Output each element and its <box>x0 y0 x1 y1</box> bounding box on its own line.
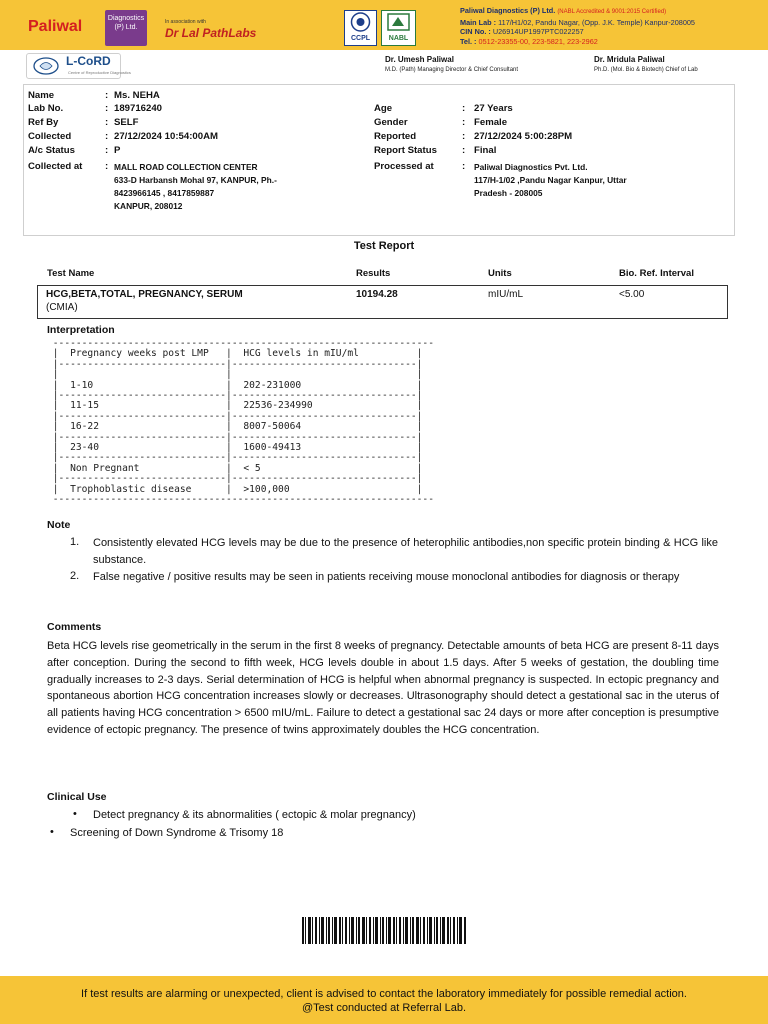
lab-info-block <box>460 6 760 46</box>
colon: : <box>462 145 466 156</box>
test-result: 10194.28 <box>356 289 398 300</box>
colon: : <box>462 131 466 142</box>
doctor-1 <box>385 55 518 75</box>
certificate-seal-icon <box>345 11 376 33</box>
ac-status: P <box>114 145 121 156</box>
nabl-certificate-badge <box>381 10 416 46</box>
partner-logo: Dr Lal PathLabs <box>165 26 257 40</box>
collected-at-label: Collected at <box>28 161 83 172</box>
clinical-use-item: Screening of Down Syndrome & Trisomy 18 <box>70 827 284 839</box>
age-label: Age <box>374 103 393 114</box>
note-number: 2. <box>70 570 80 582</box>
doctor-2-name: Dr. Mridula Paliwal <box>594 55 665 64</box>
tel-number: 0512-23355-00, 223-5821, 223-2962 <box>478 36 598 46</box>
collection-address-line: 633-D Harbansh Mohal 97, KANPUR, Ph.- <box>114 175 277 185</box>
test-units: mIU/mL <box>488 289 523 300</box>
tel-label: Tel. : <box>460 36 477 46</box>
note-number: 1. <box>70 536 80 548</box>
processed-at-label: Processed at <box>374 161 434 172</box>
reported-label: Reported <box>374 131 417 142</box>
footer-disclaimer: If test results are alarming or unexpected, client is advised to contact the laboratory immediately for possible remedial action. <box>81 988 687 1000</box>
colon: : <box>462 161 466 172</box>
cin-number: U26914UP1997PTC022257 <box>492 27 584 36</box>
clinical-use-item: Detect pregnancy & its abnormalities ( ectopic & molar pregnancy) <box>93 809 416 821</box>
col-header-results: Results <box>356 268 391 279</box>
collection-address <box>114 161 277 213</box>
colon: : <box>105 103 109 114</box>
collection-address-line: MALL ROAD COLLECTION CENTER <box>114 162 258 172</box>
comments-text: Beta HCG levels rise geometrically in the serum in the first 8 weeks of pregnancy. Detectable amounts of beta HCG are present 8-11 days after conception. During the second to fifth week, HCG levels double in about 1.5 days. After 5 weeks of gestation, the doubling time gradually increases to 2-3 days. Serial determination of HCG is helpful when abnormal pregnancy is suspected. In ectopic pregnancy and spontaneous abortion HCG concentration increases slowly or decreases. Ultrasonography should detect a gestational sac in the uterus of all patients having HCG concentration > 6500 mIU/mL. Failure to detect a gestational sac 24 days or more after conception is presumptive evidence of ectopic pregnancy. The presence of twins approximately doubles the HCG concentration. <box>47 640 719 736</box>
refby-label: Ref By <box>28 117 59 128</box>
main-lab-address: 117/H1/02, Pandu Nagar, (Opp. J.K. Temple) Kanpur-208005 <box>498 17 695 27</box>
col-header-ref-interval: Bio. Ref. Interval <box>619 268 694 279</box>
brand-logo: Paliwal <box>28 18 83 35</box>
interpretation-table: ------------------------------------------------------------------ | Pregnancy weeks post LMP | HCG levels in mIU/ml | |-----------------------------|--------------------------------| | | | | 1-10 | 202-231000 | |-----------------------------|--------------------------------| | 11-15 | 22536-234990 | |-----------------------------|--------------------------------| | 16-22 | 8007-50064 | |-----------------------------|--------------------------------| | 23-40 | 1600-49413 | |-----------------------------|--------------------------------| | Non Pregnant | < 5 | |-----------------------------|--------------------------------| | Trophoblastic disease | >100,000 | ------------------------------------------------------------------ <box>52 338 434 506</box>
colon: : <box>462 103 466 114</box>
collected-time: 27/12/2024 10:54:00AM <box>114 131 219 142</box>
doctor-1-name: Dr. Umesh Paliwal <box>385 55 454 64</box>
col-header-test-name: Test Name <box>47 268 95 279</box>
bullet-icon: • <box>73 808 77 820</box>
reported-time: 27/12/2024 5:00:28PM <box>474 131 573 142</box>
gender-label: Gender <box>374 117 408 128</box>
test-ref-interval: <5.00 <box>619 289 645 300</box>
patient-gender: Female <box>474 117 508 128</box>
report-title: Test Report <box>353 240 415 252</box>
barcode-icon <box>302 917 466 944</box>
test-name: HCG,BETA,TOTAL, PREGNANCY, SERUM <box>46 289 243 300</box>
nabl-label: NABL <box>388 35 409 42</box>
doctor-1-title: M.D. (Path) Managing Director & Chief Consultant <box>385 67 519 73</box>
lcord-subtitle: Centre of Reproductive Diagnostics <box>68 70 131 75</box>
processing-address-line: Paliwal Diagnostics Pvt. Ltd. <box>474 162 588 172</box>
interpretation-heading: Interpretation <box>47 324 115 336</box>
collection-address-line: KANPUR, 208012 <box>114 201 183 211</box>
ref-by: SELF <box>114 117 139 128</box>
collected-label: Collected <box>28 131 72 142</box>
note-item: False negative / positive results may be seen in patients receiving mouse monoclonal antibodies for diagnosis or therapy <box>93 571 680 583</box>
association-text: In association with <box>165 19 206 25</box>
colon: : <box>105 117 109 128</box>
col-header-units: Units <box>488 268 512 279</box>
lab-number: 189716240 <box>114 103 163 114</box>
note-item: Consistently elevated HCG levels may be due to the presence of heterophilic antibodies,non specific protein binding & HCG like substance. <box>93 537 718 566</box>
patient-age: 27 Years <box>474 103 513 114</box>
colon: : <box>105 161 109 172</box>
report-status-label: Report Status <box>374 145 437 156</box>
doctor-2-title: Ph.D. (Mol. Bio & Biotech) Chief of Lab <box>594 67 698 73</box>
patient-name: Ms. NEHA <box>114 90 160 101</box>
note-heading: Note <box>47 519 71 531</box>
clinical-use-heading: Clinical Use <box>47 791 107 803</box>
labno-label: Lab No. <box>28 103 64 114</box>
processing-address <box>474 161 627 200</box>
processing-address-line: 117/H-1/02 ,Pandu Nagar Kanpur, Uttar <box>474 175 627 185</box>
doctor-2 <box>594 55 698 75</box>
colon: : <box>462 117 466 128</box>
lcord-title: L-CoRD <box>66 54 111 68</box>
comments-heading: Comments <box>47 621 102 633</box>
collection-address-line: 8423966145 , 8417859887 <box>114 188 215 198</box>
report-status: Final <box>474 145 497 156</box>
name-label: Name <box>28 90 55 101</box>
cin-label: CIN No. : <box>460 27 491 36</box>
bullet-icon: • <box>50 826 54 838</box>
colon: : <box>105 145 109 156</box>
test-method: (CMIA) <box>46 302 78 313</box>
ccpl-certificate-badge <box>344 10 377 46</box>
lab-name: Paliwal Diagnostics (P) Ltd. <box>460 6 556 15</box>
processing-address-line: Pradesh - 208005 <box>474 188 543 198</box>
lab-accreditation: (NABL Accredited & 9001:2015 Certified) <box>557 9 667 15</box>
footer-band <box>0 976 768 1024</box>
main-lab-label: Main Lab : <box>460 17 497 27</box>
footer-referral-note: @Test conducted at Referral Lab. <box>301 1002 467 1014</box>
lcord-emblem-icon <box>31 56 61 76</box>
colon: : <box>105 131 109 142</box>
nabl-seal-icon <box>382 11 415 33</box>
diagnostics-logo: Diagnostics (P) Ltd. <box>105 10 147 46</box>
ac-status-label: A/c Status <box>28 145 75 156</box>
colon: : <box>105 90 109 101</box>
ccpl-label: CCPL <box>350 35 371 42</box>
